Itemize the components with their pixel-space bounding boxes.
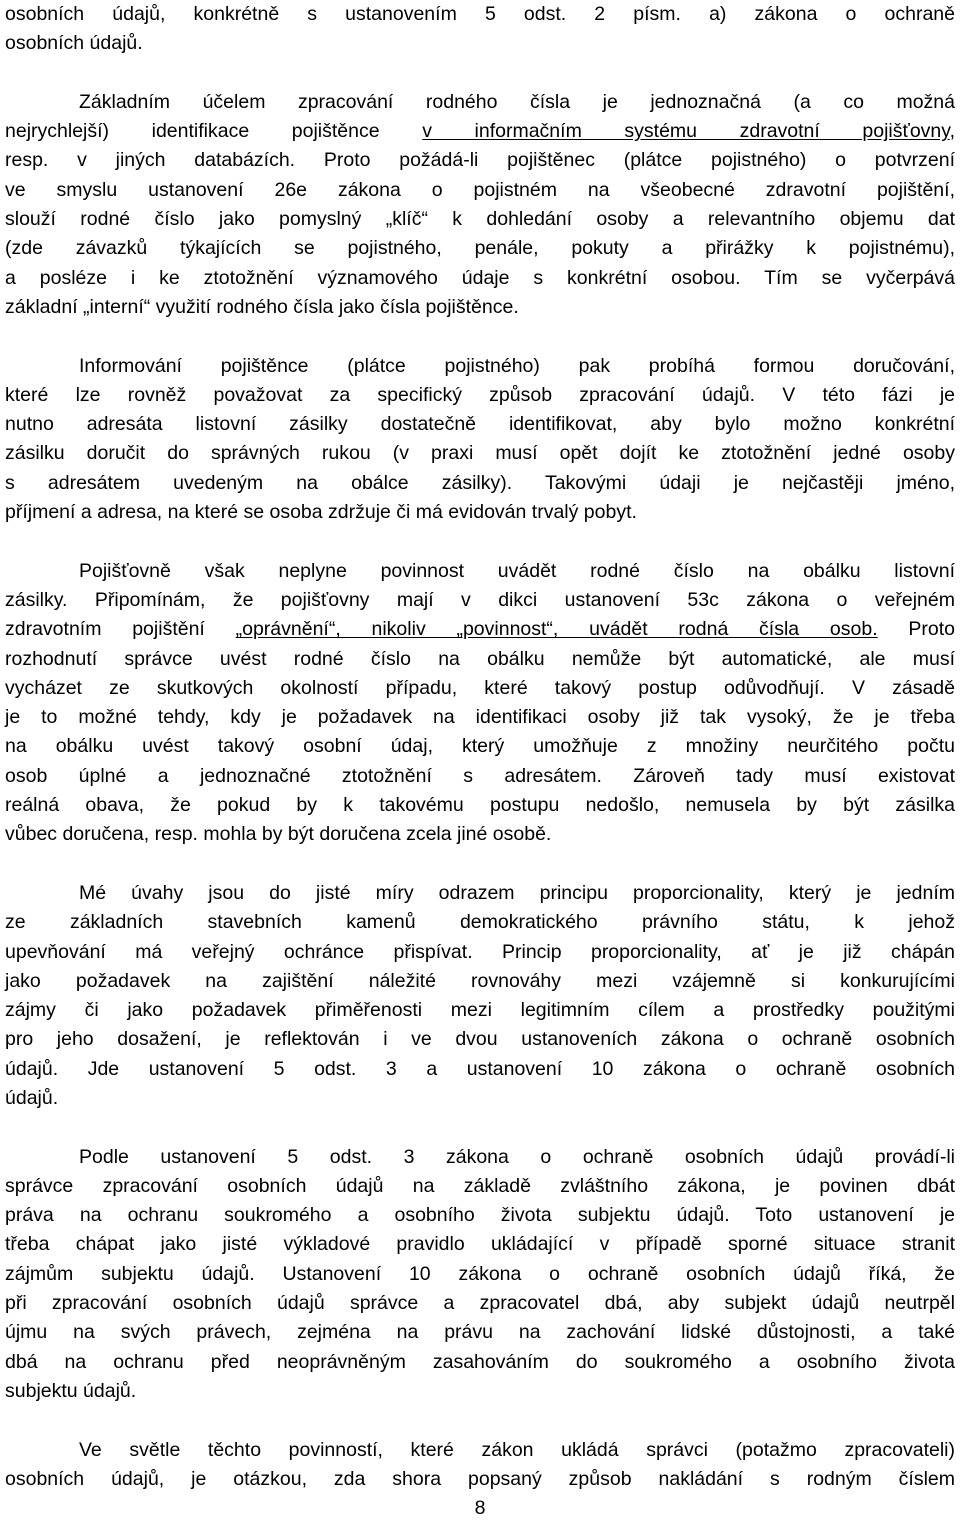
text-line: základní „interní“ využití rodného čísla jako čísla pojištěnce. [5,295,519,318]
text-line: osobních údajů. [5,32,143,55]
document-page [5,0,955,1521]
text-line: reálná obava, že pokud by k takovému postupu nedošlo, nemusela by být zásilka [5,794,955,817]
text-line: Základním účelem zpracování rodného čísla je jednoznačná (a co možná [79,90,955,113]
text-line: resp. v jiných databázích. Proto požádá-li pojištěnec (plátce pojistného) o potvrzení [5,149,955,172]
text-line: subjektu údajů. [5,1379,137,1402]
text-line: je to možné tehdy, kdy je požadavek na identifikaci osoby již tak vysoký, že je třeba [5,706,955,729]
text-span: zdravotním pojištění [5,618,236,641]
text-line: (zde závazků týkajících se pojistného, penále, pokuty a přirážky k pojistnému), [5,237,955,260]
text-line: s adresátem uvedeným na obálce zásilky). Takovými údaji je nejčastěji jméno, [5,471,955,494]
text-line [5,117,955,146]
paragraph-spacer [5,850,955,879]
paragraph-spacer [5,59,955,88]
text-line: ve smyslu ustanovení 26e zákona o pojistném na všeobecné zdravotní pojištění, [5,178,955,201]
text-line: Informování pojištěnce (plátce pojistného) pak probíhá formou doručování, [79,354,955,377]
underlined-text: „oprávnění“, nikoliv „povinnost“, uvádět rodná čísla osob. [235,618,878,641]
text-line: údajů. Jde ustanovení 5 odst. 3 a ustanovení 10 zákona o ochraně osobních [5,1057,955,1080]
text-line: osob úplné a jednoznačné ztotožnění s adresátem. Zároveň tady musí existovat [5,764,955,787]
text-line: slouží rodné číslo jako pomyslný „klíč“ k dohledání osoby a relevantního objemu dat [5,208,955,231]
paragraph-spacer [5,1406,955,1435]
text-line: ze základních stavebních kamenů demokratického právního státu, k jehož [5,911,955,934]
text-line: správce zpracování osobních údajů na základě zvláštního zákona, je povinen dbát [5,1174,955,1197]
text-line [5,615,955,644]
text-line: při zpracování osobních údajů správce a zpracovatel dbá, aby subjekt údajů neutrpěl [5,1292,955,1315]
text-line: zájmy či jako požadavek přiměřenosti mezi legitimním cílem a prostředky použitými [5,999,955,1022]
text-line: upevňování má veřejný ochránce přispívat. Princip proporcionality, ať je již chápán [5,940,955,963]
text-line: nutno adresáta listovní zásilky dostatečně identifikovat, aby bylo možno konkrétní [5,413,955,436]
text-line: jako požadavek na zajištění náležité rovnováhy mezi vzájemně si konkurujícími [5,969,955,992]
text-line: vůbec doručena, resp. mohla by být doručena zcela jiné osobě. [5,823,552,846]
text-line: rozhodnutí správce uvést rodné číslo na obálku nemůže být automatické, ale musí [5,647,955,670]
text-span: Proto [877,618,955,641]
paragraph-spacer [5,1113,955,1142]
text-line: vycházet ze skutkových okolností případu, které takový postup odůvodňují. V zásadě [5,676,955,699]
text-line: zásilky. Připomínám, že pojišťovny mají v dikci ustanovení 53c zákona o veřejném [5,588,955,611]
text-line: na obálku uvést takový osobní údaj, který umožňuje z množiny neurčitého počtu [5,735,955,758]
text-line: pro jeho dosažení, je reflektován i ve dvou ustanoveních zákona o ochraně osobních [5,1028,955,1051]
text-span: nejrychlejší) identifikace pojištěnce [5,120,423,143]
text-line: újmu na svých právech, zejména na právu na zachování lidské důstojnosti, a také [5,1321,955,1344]
page-number: 8 [474,1497,486,1519]
text-line: Mé úvahy jsou do jisté míry odrazem principu proporcionality, který je jedním [79,881,955,904]
text-span: , [949,120,955,143]
text-line: zásilku doručit do správných rukou (v praxi musí opět dojít ke ztotožnění jedné osoby [5,442,955,465]
paragraph-spacer [5,322,955,351]
text-line: údajů. [5,1086,59,1109]
text-line: Pojišťovně však neplyne povinnost uvádět rodné číslo na obálku listovní [79,559,955,582]
text-line: které lze rovněž považovat za specifický způsob zpracování údajů. V této fázi je [5,383,955,406]
text-line: Podle ustanovení 5 odst. 3 zákona o ochraně osobních údajů provádí-li [79,1145,955,1168]
text-line: osobních údajů, je otázkou, zda shora popsaný způsob nakládání s rodným číslem [5,1467,955,1490]
text-line: a posléze i ke ztotožnění významového údaje s konkrétní osobou. Tím se vyčerpává [5,266,955,289]
text-line: třeba chápat jako jisté výkladové pravidlo ukládající v případě sporné situace stranit [5,1233,955,1256]
text-line: dbá na ochranu před neoprávněným zasahováním do soukromého a osobního života [5,1350,955,1373]
paragraph-spacer [5,527,955,556]
text-line: Ve světle těchto povinností, které zákon ukládá správci (potažmo zpracovateli) [79,1438,955,1461]
text-line: zájmům subjektu údajů. Ustanovení 10 zákona o ochraně osobních údajů říká, že [5,1262,955,1285]
text-line: osobních údajů, konkrétně s ustanovením 5 odst. 2 písm. a) zákona o ochraně [5,3,955,25]
underlined-text: v informačním systému zdravotní pojišťovny [422,120,950,143]
text-line: příjmení a adresa, na které se osoba zdržuje či má evidován trvalý pobyt. [5,501,637,524]
text-line: práva na ochranu soukromého a osobního života subjektu údajů. Toto ustanovení je [5,1204,955,1227]
